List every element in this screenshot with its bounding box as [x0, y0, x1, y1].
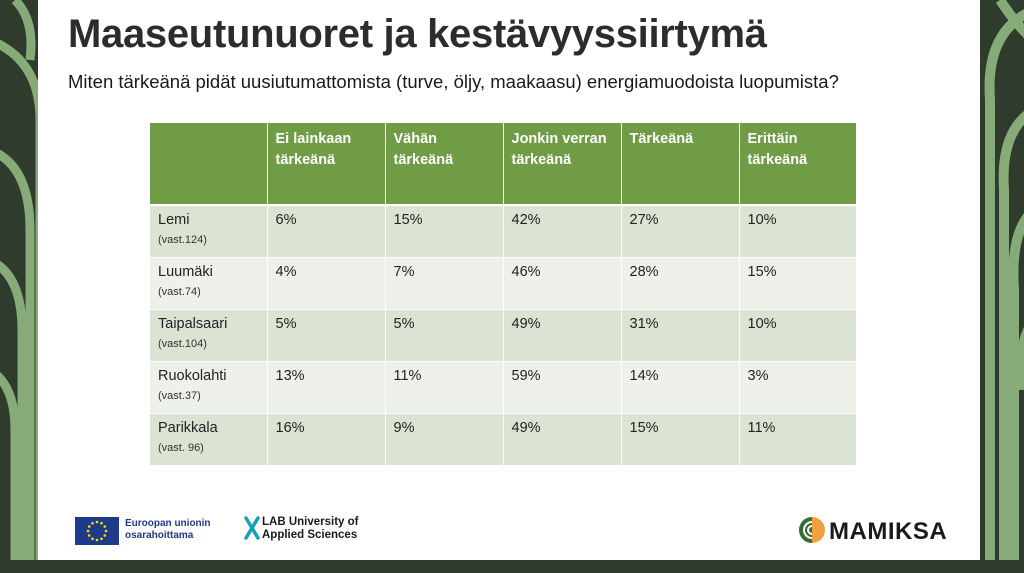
respondent-count: (vast.74) — [158, 286, 201, 298]
municipality-cell — [150, 310, 267, 362]
municipality-name: Luumäki — [158, 264, 213, 280]
value-cell: 28% — [621, 258, 739, 310]
value-cell: 46% — [503, 258, 621, 310]
lab-text-line: LAB University of — [262, 516, 359, 528]
header-cell-empty — [150, 123, 267, 205]
value-cell: 15% — [621, 414, 739, 466]
municipality-cell — [150, 258, 267, 310]
value-cell: 5% — [385, 310, 503, 362]
footer-logos — [38, 512, 980, 552]
value-cell: 5% — [267, 310, 385, 362]
value-cell: 31% — [621, 310, 739, 362]
value-cell: 10% — [739, 205, 856, 258]
eu-funding-text — [125, 518, 211, 542]
value-cell: 15% — [739, 258, 856, 310]
value-cell: 6% — [267, 205, 385, 258]
table-row — [150, 414, 856, 466]
table-row — [150, 258, 856, 310]
municipality-name: Lemi — [158, 212, 190, 228]
value-cell: 27% — [621, 205, 739, 258]
eu-text-line: Euroopan unionin — [125, 518, 211, 529]
value-cell: 13% — [267, 362, 385, 414]
header-cell: Erittäin tärkeänä — [739, 123, 856, 205]
value-cell: 14% — [621, 362, 739, 414]
slide — [38, 0, 980, 560]
value-cell: 49% — [503, 310, 621, 362]
municipality-name: Taipalsaari — [158, 316, 228, 332]
municipality-cell — [150, 362, 267, 414]
lab-logo-icon — [244, 516, 260, 540]
value-cell: 16% — [267, 414, 385, 466]
lab-university-text — [262, 516, 359, 541]
header-cell: Jonkin verran tärkeänä — [503, 123, 621, 205]
value-cell: 15% — [385, 205, 503, 258]
mamiksa-logo-icon — [798, 516, 826, 544]
header-cell: Ei lainkaan tärkeänä — [267, 123, 385, 205]
municipality-name: Ruokolahti — [158, 368, 227, 384]
respondent-count: (vast.104) — [158, 338, 207, 350]
value-cell: 11% — [739, 414, 856, 466]
respondent-count: (vast.37) — [158, 390, 201, 402]
respondent-count: (vast.124) — [158, 234, 207, 246]
table-row — [150, 310, 856, 362]
municipality-name: Parikkala — [158, 420, 218, 436]
value-cell: 9% — [385, 414, 503, 466]
slide-subtitle: Miten tärkeänä pidät uusiutumattomista (turve, öljy, maakaasu) energiamuodoista luopumista? — [68, 71, 839, 92]
value-cell: 49% — [503, 414, 621, 466]
municipality-cell — [150, 414, 267, 466]
table-header-row — [150, 123, 856, 205]
respondent-count: (vast. 96) — [158, 442, 204, 454]
bottom-strip — [0, 560, 1024, 573]
eu-text-line: osarahoittama — [125, 530, 194, 541]
header-cell: Tärkeänä — [621, 123, 739, 205]
value-cell: 11% — [385, 362, 503, 414]
value-cell: 42% — [503, 205, 621, 258]
value-cell: 59% — [503, 362, 621, 414]
value-cell: 7% — [385, 258, 503, 310]
value-cell: 10% — [739, 310, 856, 362]
mamiksa-brand: MAMIKSA — [829, 518, 948, 545]
value-cell: 4% — [267, 258, 385, 310]
table-row — [150, 205, 856, 258]
municipality-cell — [150, 205, 267, 258]
slide-title: Maaseutunuoret ja kestävyyssiirtymä — [68, 12, 767, 56]
table-row — [150, 362, 856, 414]
value-cell: 3% — [739, 362, 856, 414]
eu-flag-icon — [75, 517, 119, 545]
header-cell: Vähän tärkeänä — [385, 123, 503, 205]
lab-text-line: Applied Sciences — [262, 528, 358, 541]
results-table — [150, 123, 856, 466]
